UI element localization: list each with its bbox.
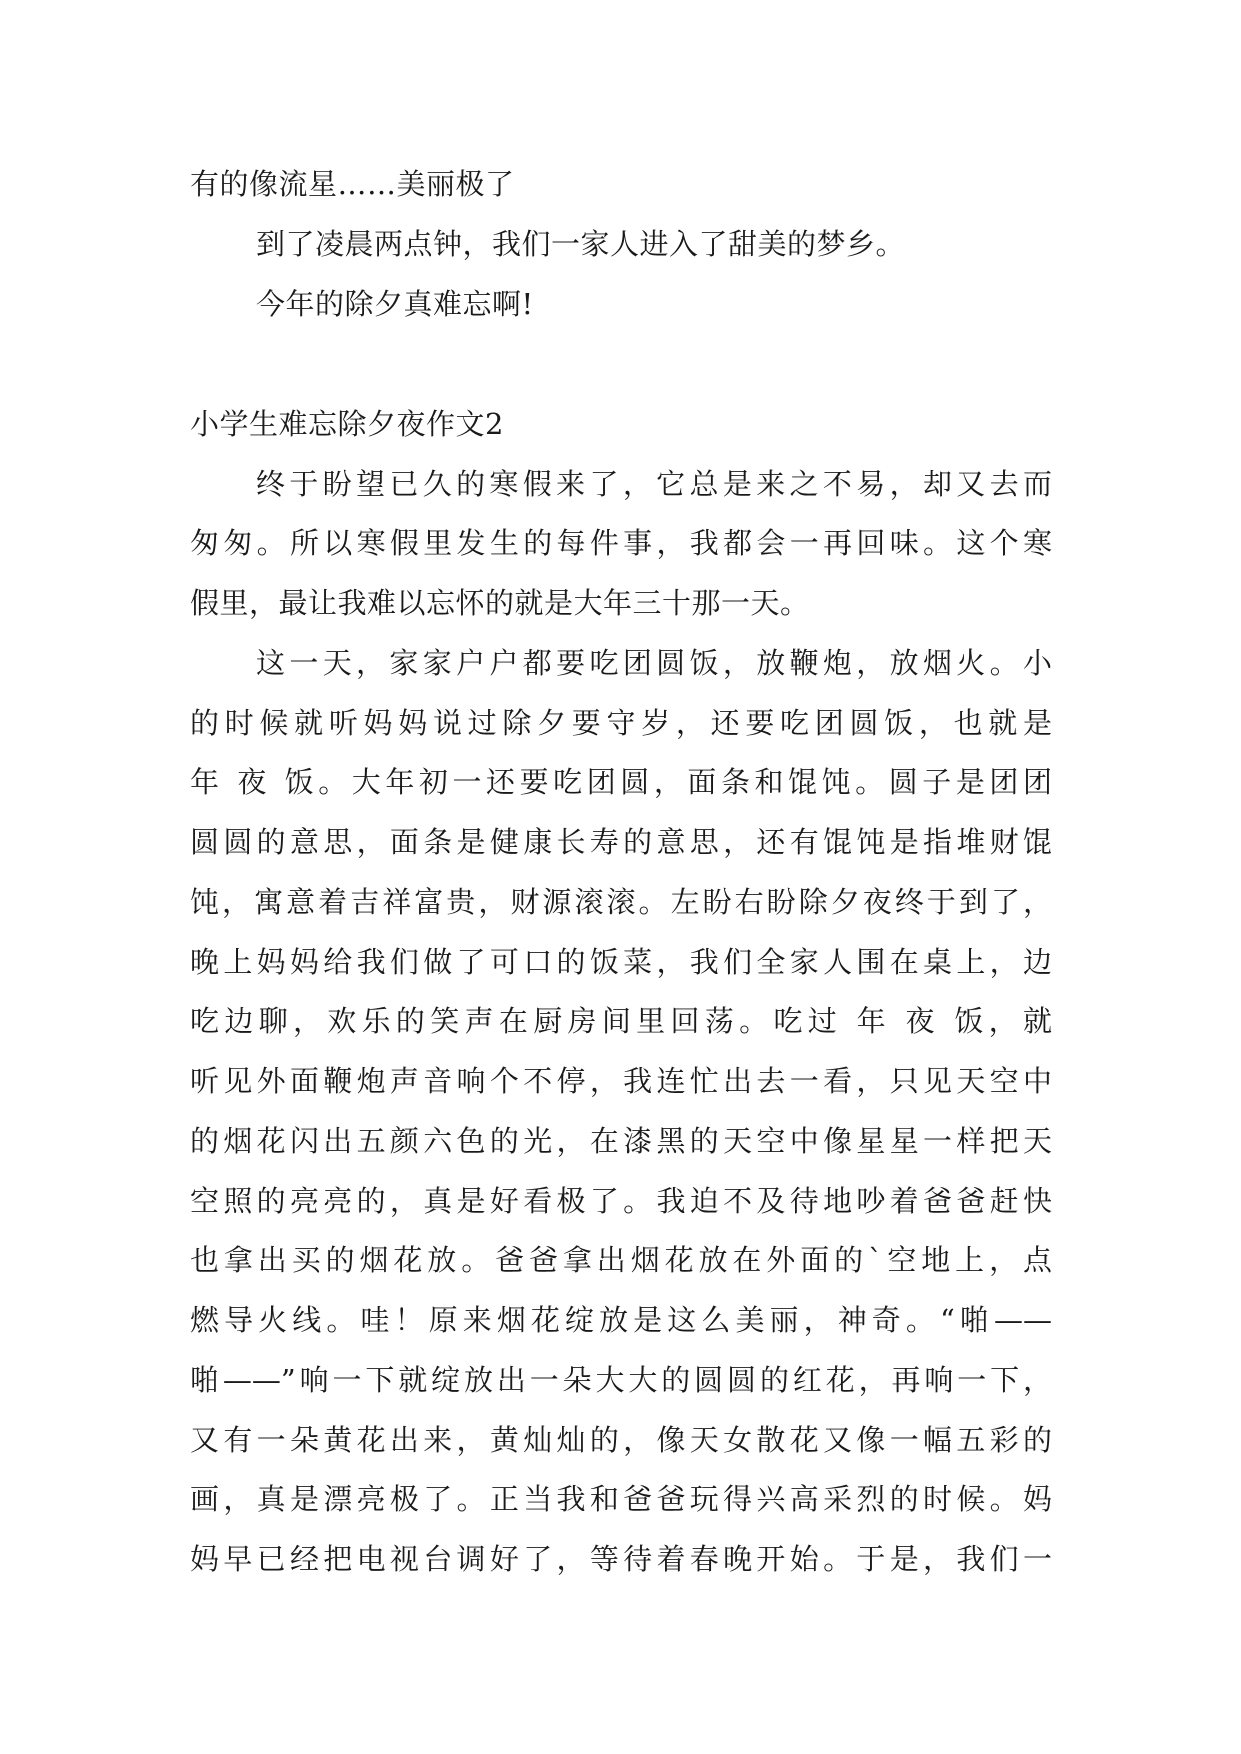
text-line: 画，真是漂亮极了。正当我和爸爸玩得兴高采烈的时候。妈: [190, 1482, 1052, 1516]
text-line: 又有一朵黄花出来，黄灿灿的，像天女散花又像一幅五彩的: [190, 1423, 1052, 1457]
text-line: 假里，最让我难以忘怀的就是大年三十那一天。: [190, 586, 810, 620]
section-heading: 小学生难忘除夕夜作文2: [190, 407, 504, 441]
text-line: 也拿出买的烟花放。爸爸拿出烟花放在外面的`空地上，点: [190, 1243, 1052, 1277]
text-line: 听见外面鞭炮声音响个不停，我连忙出去一看，只见天空中: [190, 1064, 1052, 1098]
text-line: 的时候就听妈妈说过除夕要守岁，还要吃团圆饭，也就是: [190, 706, 1052, 740]
text-line: 妈早已经把电视台调好了，等待着春晚开始。于是，我们一: [190, 1542, 1052, 1576]
text-line: 这一天，家家户户都要吃团圆饭，放鞭炮，放烟火。小: [256, 646, 1052, 680]
text-line: 的烟花闪出五颜六色的光，在漆黑的天空中像星星一样把天: [190, 1124, 1052, 1158]
text-line: 啪——”响一下就绽放出一朵大大的圆圆的红花，再响一下，: [190, 1363, 1052, 1397]
text-line: 饨，寓意着吉祥富贵，财源滚滚。左盼右盼除夕夜终于到了，: [190, 885, 1052, 919]
text-line: 匆匆。所以寒假里发生的每件事，我都会一再回味。这个寒: [190, 526, 1052, 560]
text-line: 吃边聊，欢乐的笑声在厨房间里回荡。吃过 年 夜 饭，就: [190, 1004, 1052, 1038]
text-line: 终于盼望已久的寒假来了，它总是来之不易，却又去而: [256, 467, 1052, 501]
text-line: 圆圆的意思，面条是健康长寿的意思，还有馄饨是指堆财馄: [190, 825, 1052, 859]
text-line: 有的像流星……美丽极了: [190, 167, 515, 201]
text-line: 空照的亮亮的，真是好看极了。我迫不及待地吵着爸爸赶快: [190, 1184, 1052, 1218]
text-line: 年 夜 饭。大年初一还要吃团圆，面条和馄饨。圆子是团团: [190, 765, 1052, 799]
text-line: 到了凌晨两点钟，我们一家人进入了甜美的梦乡。: [256, 227, 906, 261]
text-line: 燃导火线。哇！原来烟花绽放是这么美丽，神奇。“啪——: [190, 1303, 1052, 1337]
text-line: 晚上妈妈给我们做了可口的饭菜，我们全家人围在桌上，边: [190, 945, 1052, 979]
text-line: 今年的除夕真难忘啊!: [256, 287, 534, 321]
